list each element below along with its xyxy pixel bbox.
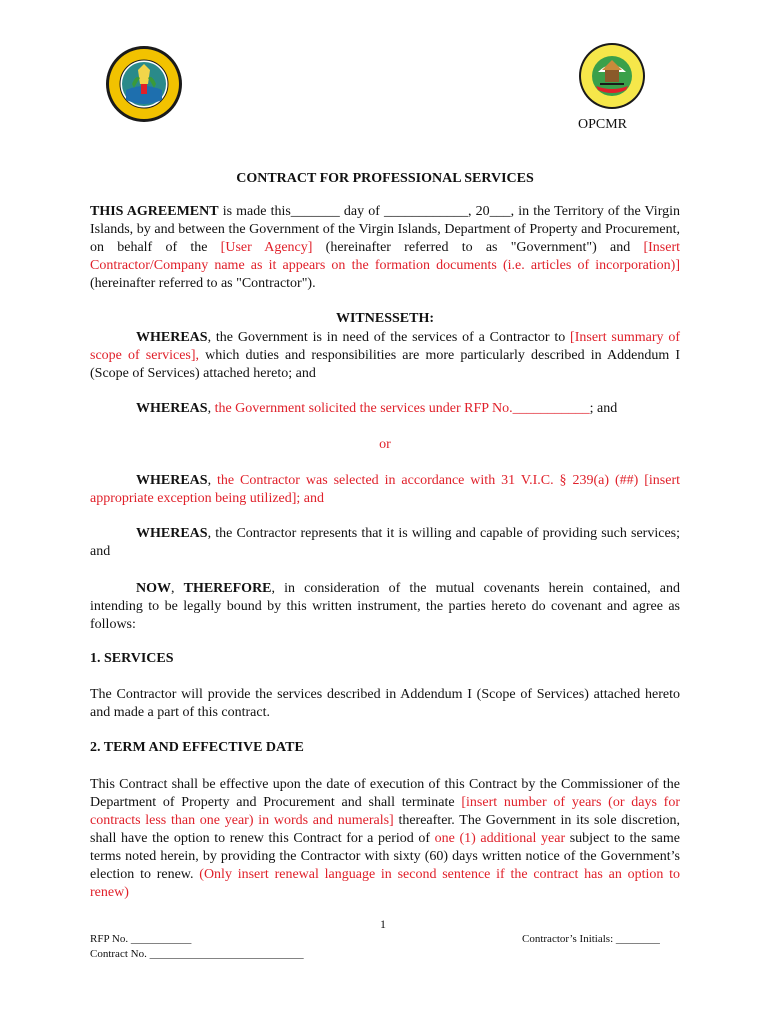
term-length-placeholder: [insert number of years (or days for contracts less than one year) in words and numerals]: [90, 795, 680, 828]
whereas-2-text: ; and: [589, 401, 618, 416]
page-number: 1: [380, 917, 386, 931]
whereas-paragraph-4: [90, 525, 680, 561]
whereas-1-lead: WHEREAS: [136, 330, 208, 345]
renewal-period-placeholder: one (1) additional year: [434, 831, 566, 846]
agreement-lead: THIS AGREEMENT: [90, 204, 219, 219]
contractor-initials-line: Contractor’s Initials: ________: [522, 933, 660, 945]
property-procurement-seal-logo: [578, 42, 646, 110]
office-code: OPCMR: [578, 117, 628, 132]
witnesseth-heading: [90, 310, 680, 328]
agreement-paragraph: [90, 203, 680, 293]
whereas-3-lead: WHEREAS: [136, 473, 208, 488]
contract-number-line: Contract No. ____________________________: [90, 948, 304, 960]
whereas-3-sep: ,: [207, 473, 218, 488]
whereas-paragraph-2: [90, 400, 680, 418]
section-1-text: The Contractor will provide the services described in Addendum I (Scope of Services) attached hereto and made a part of this contract.: [90, 687, 680, 720]
section-2-text-3: subject to the same terms noted herein, by providing the Contractor with sixty (60) days written notice of the Government’s election to renew.: [90, 831, 680, 882]
rfp-number-line: RFP No. ___________: [90, 933, 192, 945]
rfp-solicitation-placeholder: the Government solicited the services under RFP No.___________: [214, 401, 590, 416]
now-therefore-text: , in consideration of the mutual covenants herein contained, and intending to be legally bound by this written instrument, the parties hereto do covenant and agree as follows:: [90, 581, 680, 632]
now-lead: NOW: [136, 581, 171, 596]
agreement-text-1: is made this_______ day of ____________, 20___, in the Territory of the Virgin Islands, by and between the Government of the Virgin Islands, Department of Property and Procurement, on behalf of the: [90, 204, 680, 255]
witnesseth-text: WITNESSETH:: [335, 311, 435, 326]
whereas-2-lead: WHEREAS: [136, 401, 208, 416]
whereas-1-text-1: , the Government is in need of the services of a Contractor to: [207, 330, 571, 345]
contractor-name-placeholder: [Insert Contractor/Company name as it appears on the formation documents (i.e. articles of incorporation)]: [90, 240, 680, 273]
document-title: [90, 170, 680, 188]
now-therefore-paragraph: [90, 580, 680, 634]
section-1-heading: 1. SERVICES: [90, 651, 174, 666]
renewal-instruction-note: (Only insert renewal language in second sentence if the contract has an option to renew): [90, 867, 681, 900]
title-text: CONTRACT FOR PROFESSIONAL SERVICES: [236, 171, 534, 186]
government-seal-logo: [104, 44, 184, 124]
agreement-text-2: (hereinafter referred to as "Government") and: [312, 240, 644, 255]
section-2-heading: 2. TERM AND EFFECTIVE DATE: [90, 740, 304, 755]
user-agency-placeholder: [User Agency]: [220, 240, 313, 255]
whereas-paragraph-3: [90, 472, 680, 508]
section-2-text-1: This Contract shall be effective upon the date of execution of this Contract by the Commissioner of the Department of Property and Procurement and shall terminate: [90, 777, 680, 810]
or-text: or: [379, 437, 391, 452]
whereas-4-text: , the Contractor represents that it is willing and capable of providing such services; and: [90, 526, 680, 559]
section-2-text-2: thereafter. The Government in its sole discretion, shall have the option to renew this Contract for a period of: [90, 813, 681, 846]
scope-summary-placeholder: [Insert summary of scope of services],: [90, 330, 681, 363]
exception-placeholder: the Contractor was selected in accordance with 31 V.I.C. § 239(a) (##) [insert appropriate exception being utilized]; and: [90, 473, 680, 506]
now-comma: ,: [171, 581, 184, 596]
section-2-paragraph: [90, 776, 680, 902]
or-separator: [90, 436, 680, 454]
agreement-text-3: (hereinafter referred to as "Contractor").: [90, 276, 316, 291]
whereas-4-lead: WHEREAS: [136, 526, 208, 541]
therefore-lead: THEREFORE: [183, 581, 272, 596]
whereas-paragraph-1: [90, 329, 680, 383]
whereas-1-text-2: which duties and responsibilities are more particularly described in Addendum I (Scope of Services) attached hereto; and: [90, 348, 680, 381]
whereas-2-sep: ,: [207, 401, 215, 416]
